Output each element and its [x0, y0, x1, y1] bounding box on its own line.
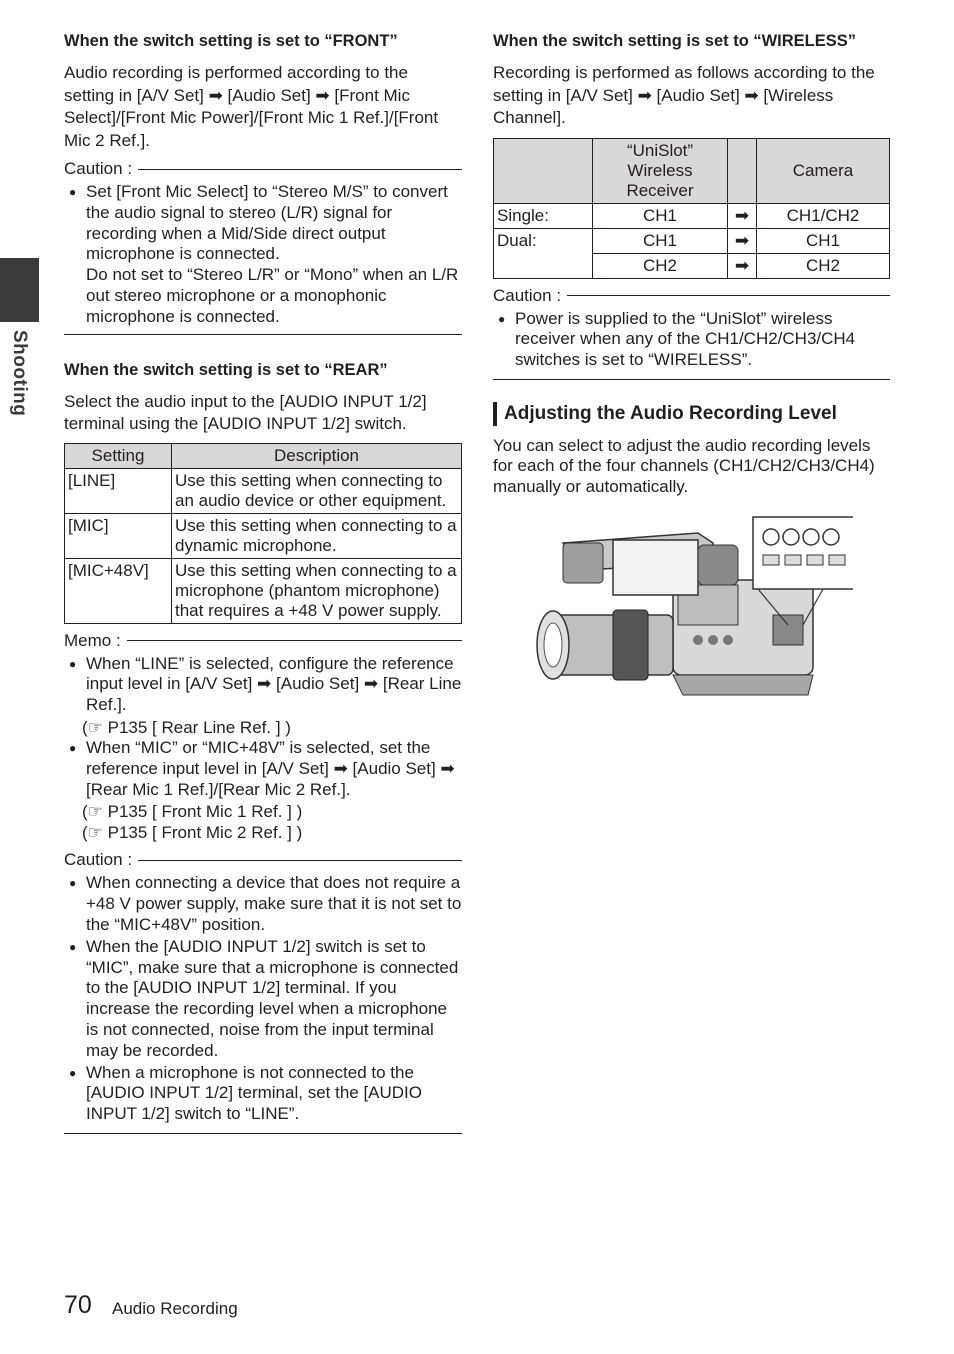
memo-label: Memo :	[64, 630, 121, 650]
front-heading: When the switch setting is set to “FRONT”	[64, 32, 398, 50]
wireless-caution-item: ● Power is supplied to the “UniSlot” wireless receiver when any of the CH1/CH2/CH3/CH4 switches is set to “WIRELESS”.	[515, 309, 890, 371]
table-row	[65, 513, 462, 558]
table-header-blank	[728, 138, 757, 203]
rear-caution-item: ● When the [AUDIO INPUT 1/2] switch is set to “MIC”, make sure that a microphone is connected to the [AUDIO INPUT 1/2] terminal. If you increase the recording level when a microphone is not connected, noise from the input terminal may be recorded.	[86, 937, 462, 1062]
rear-body: Select the audio input to the [AUDIO INPUT 1/2] terminal using the [AUDIO INPUT 1/2] switch.	[64, 391, 427, 434]
wireless-caution-label: Caution :	[493, 285, 562, 305]
front-caution-subtext: Do not set to “Stereo L/R” or “Mono” when an L/R out stereo microphone or a monophonic microphone is connected.	[86, 265, 459, 326]
rear-caution-item: ● When a microphone is not connected to the [AUDIO INPUT 1/2] terminal, set the [AUDIO INPUT 1/2] switch to “LINE”.	[86, 1063, 462, 1125]
rear-caution-item: ● When connecting a device that does not require a +48 V power supply, make sure that it is not set to the “MIC+48V” position.	[86, 873, 462, 935]
rear-settings-table	[64, 443, 462, 624]
adjust-heading	[493, 402, 890, 426]
page-reference: (☞ P135 [ Rear Line Ref. ] )	[82, 717, 291, 737]
camera-cell: CH1	[757, 228, 890, 253]
wireless-heading: When the switch setting is set to “WIRELESS”	[493, 32, 857, 50]
setting-cell: [MIC]	[65, 513, 172, 558]
description-cell: Use this setting when connecting to a dynamic microphone.	[172, 513, 462, 558]
side-tab-label: Shooting	[9, 330, 30, 417]
setting-cell: [MIC+48V]	[65, 558, 172, 623]
rear-caution-label: Caution :	[64, 850, 133, 870]
table-row	[65, 468, 462, 513]
arrow-icon: ➡	[728, 253, 757, 278]
description-cell: Use this setting when connecting to a microphone (phantom microphone) that requires a +48 V power supply.	[172, 558, 462, 623]
receiver-cell: CH2	[593, 253, 728, 278]
wireless-body: Recording is performed as follows according to the setting in [A/V Set] ➡ [Audio Set] ➡ [Wireless Channel].	[493, 63, 875, 127]
wireless-table	[493, 138, 890, 279]
adjust-body: You can select to adjust the audio recording levels for each of the four channels (CH1/CH2/CH3/CH4) manually or automatically.	[493, 435, 875, 496]
front-caution-header	[64, 158, 462, 180]
table-row	[494, 203, 890, 228]
side-tab-block	[0, 258, 39, 322]
mode-cell: Single:	[494, 203, 593, 228]
rear-caution-header	[64, 849, 462, 871]
front-caution-item: ● Set [Front Mic Select] to “Stereo M/S” to convert the audio signal to stereo (L/R) signal for recording when a Mid/Side direct output microphone is connected. Do not set to “Stereo L/R” or “Mono” when an L/R out stereo microphone or a monophonic microphone is connected.	[86, 182, 462, 328]
memo-item: ● When “MIC” or “MIC+48V” is selected, set the reference input level in [A/V Set] ➡ [Audio Set] ➡ [Rear Mic 1 Ref.]/[Rear Mic 2 Ref.].	[86, 738, 462, 800]
heading-bar	[493, 402, 497, 426]
right-column	[493, 30, 890, 705]
camera-illustration	[523, 515, 853, 705]
description-cell: Use this setting when connecting to an audio device or other equipment.	[172, 468, 462, 513]
front-caution-label: Caution :	[64, 159, 133, 178]
rear-end-rule	[64, 1133, 462, 1134]
page-reference: (☞ P135 [ Front Mic 2 Ref. ] )	[82, 823, 303, 843]
table-header-camera: Camera	[757, 138, 890, 203]
camera-cell: CH2	[757, 253, 890, 278]
table-header-receiver: “UniSlot” Wireless Receiver	[593, 138, 728, 203]
front-end-rule	[64, 334, 462, 335]
arrow-icon: ➡	[728, 203, 757, 228]
memo-list	[64, 654, 462, 716]
table-row	[494, 228, 890, 253]
memo-header	[64, 630, 462, 652]
setting-cell: [LINE]	[65, 468, 172, 513]
rear-heading: When the switch setting is set to “REAR”	[64, 360, 388, 379]
memo-item: ● When “LINE” is selected, configure the reference input level in [A/V Set] ➡ [Audio Set] ➡ [Rear Line Ref.].	[86, 654, 462, 716]
table-header-blank	[494, 138, 593, 203]
table-header-setting: Setting	[65, 443, 172, 468]
adjust-heading-text: Adjusting the Audio Recording Level	[504, 402, 837, 424]
page-number: 70	[64, 1291, 92, 1319]
rear-caution-list	[64, 873, 462, 1125]
receiver-cell: CH1	[593, 228, 728, 253]
mode-cell: Dual:	[494, 228, 593, 278]
wireless-caution-list	[493, 309, 890, 371]
table-row	[65, 558, 462, 623]
left-column	[64, 30, 462, 1134]
page-reference: (☞ P135 [ Front Mic 1 Ref. ] )	[82, 802, 303, 822]
wireless-caution-header	[493, 285, 890, 307]
table-header-description: Description	[172, 443, 462, 468]
memo-list	[64, 738, 462, 800]
camera-cell: CH1/CH2	[757, 203, 890, 228]
wireless-end-rule	[493, 379, 890, 380]
front-body: Audio recording is performed according to the setting in [A/V Set] ➡ [Audio Set] ➡ [Front Mic Select]/[Front Mic Power]/[Front Mic 1 Ref.]/[Front Mic 2 Ref.].	[64, 63, 439, 150]
receiver-cell: CH1	[593, 203, 728, 228]
footer-section-title: Audio Recording	[112, 1299, 238, 1318]
front-caution-list	[64, 182, 462, 328]
arrow-icon: ➡	[728, 228, 757, 253]
